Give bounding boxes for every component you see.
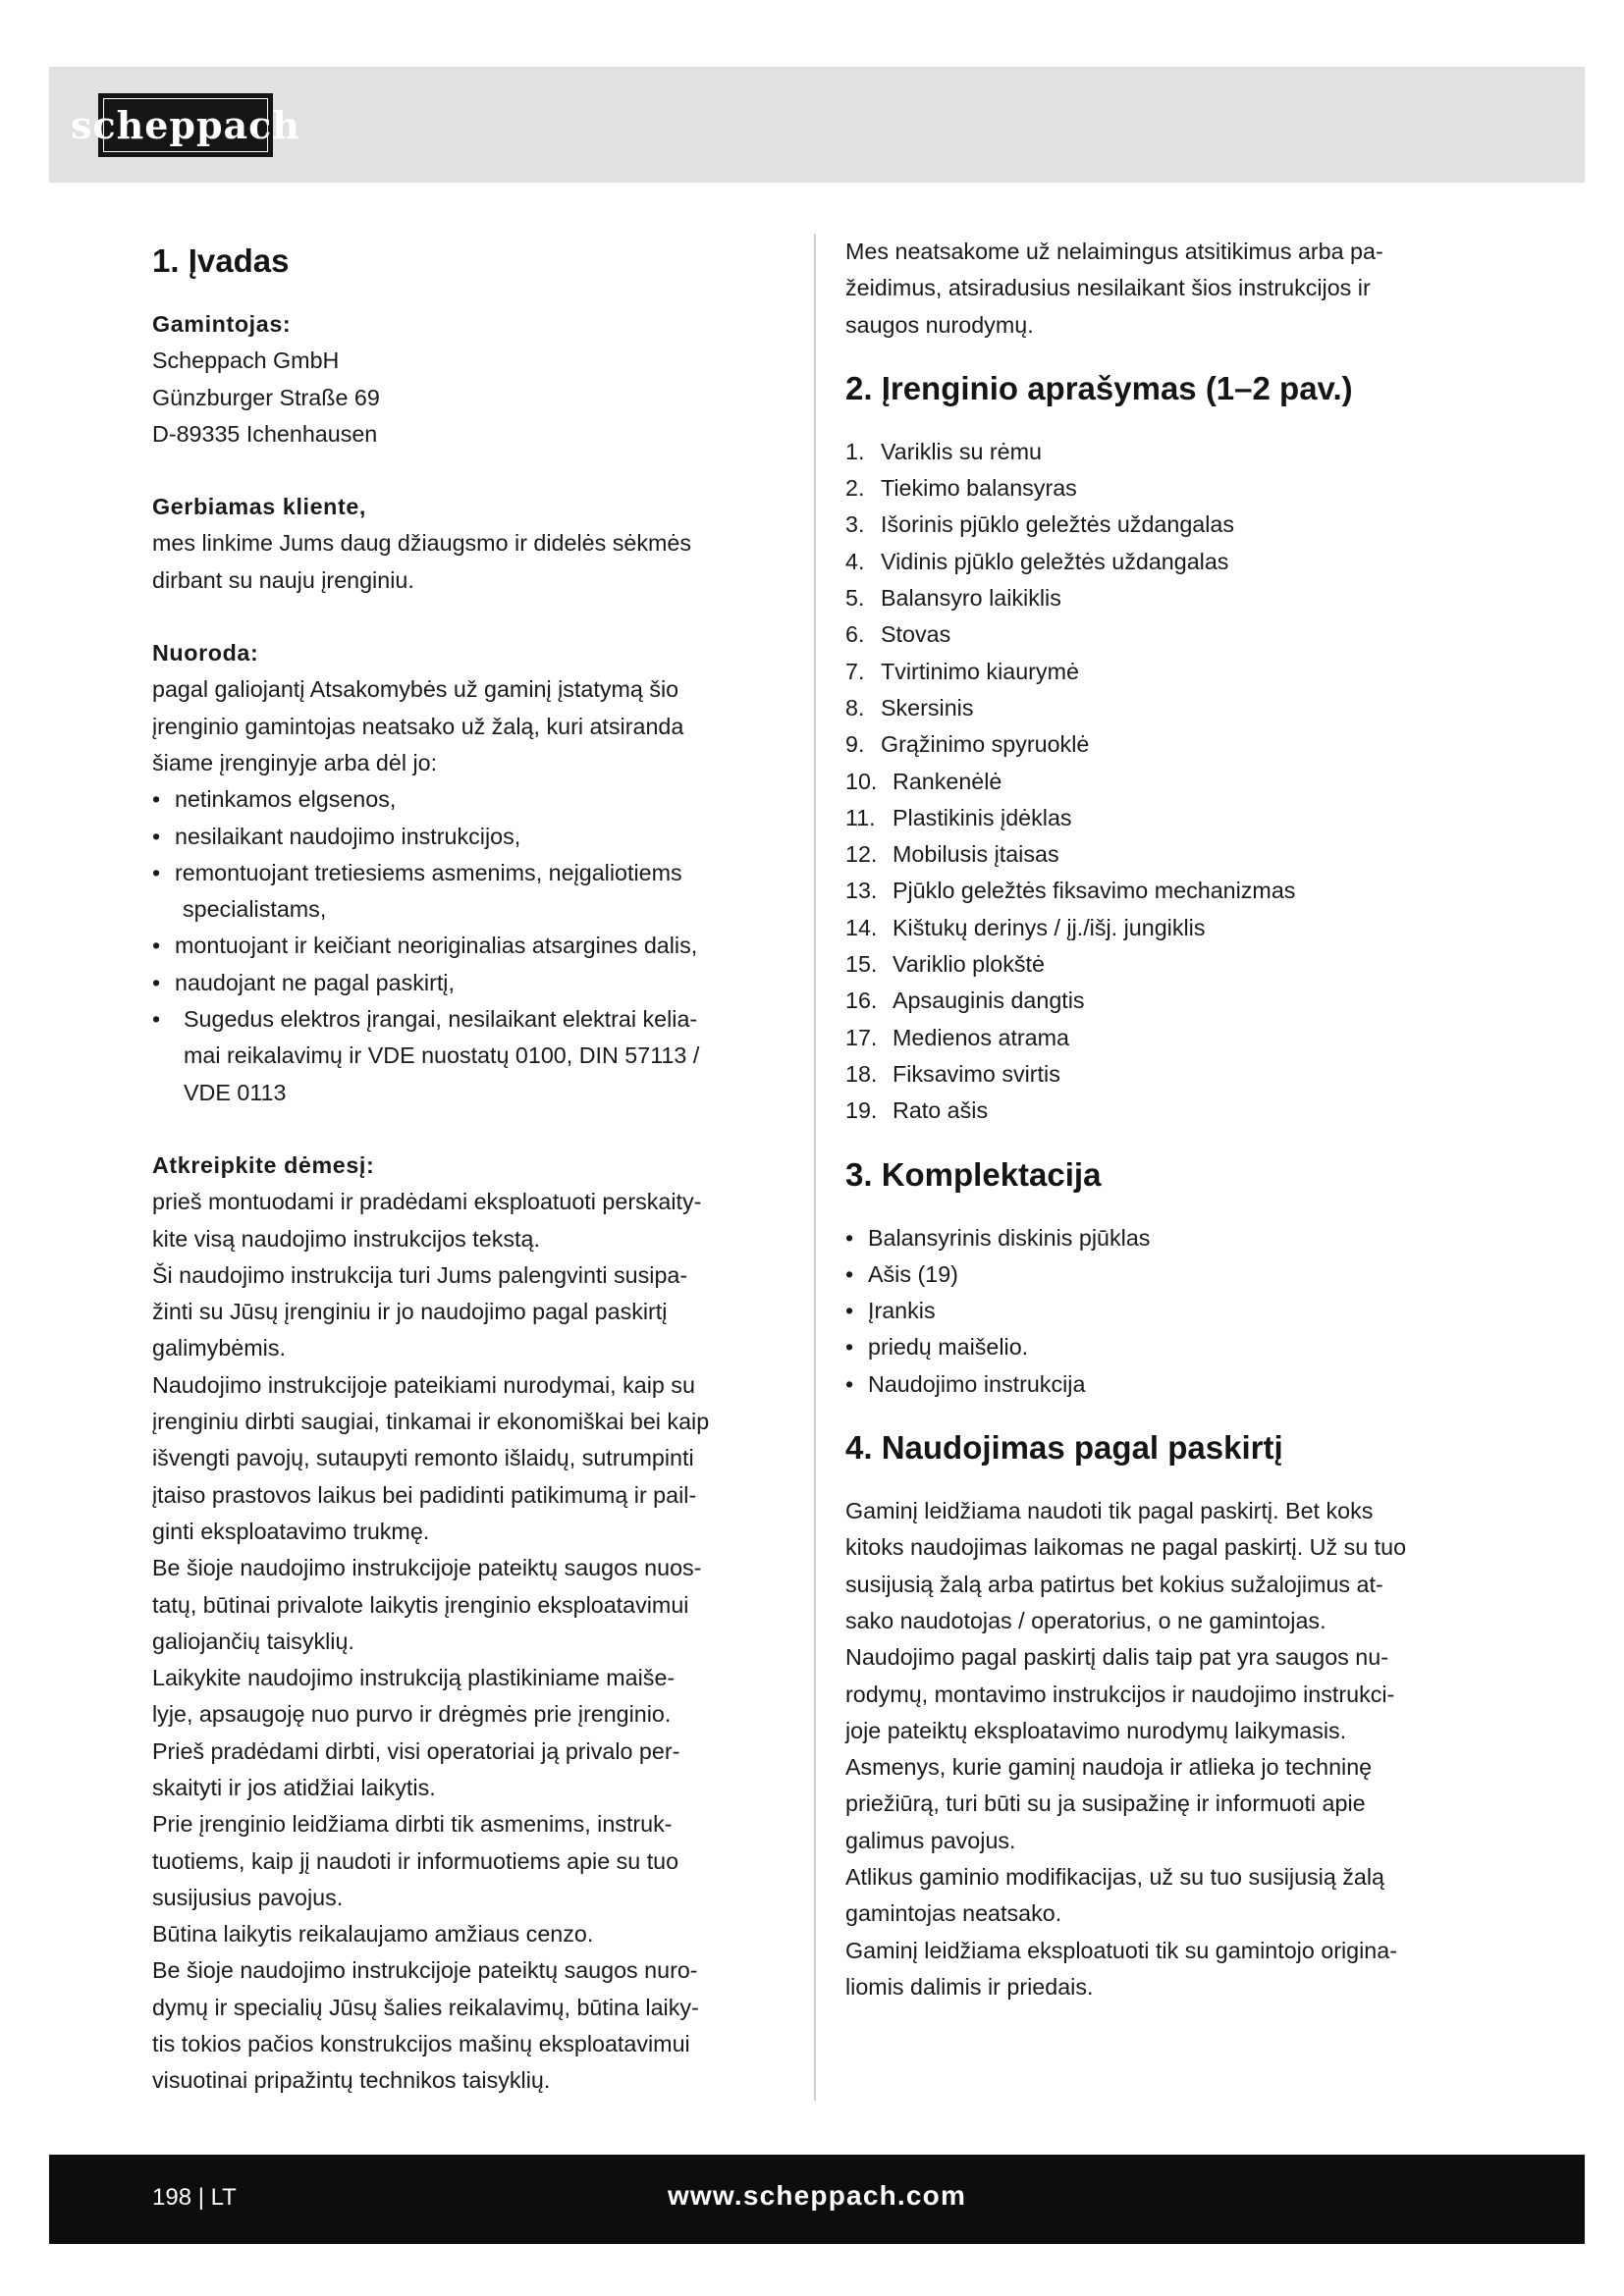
section-heading-intro: 1. Įvadas <box>152 242 290 279</box>
text-line: Naudojimo pagal paskirtį dalis taip pat yra saugos nu- <box>845 1644 1388 1671</box>
text-line: priežiūrą, turi būti su ja susipažinę ir informuoti apie <box>845 1790 1366 1817</box>
text-line: pagal galiojantį Atsakomybės už gaminį įstatymą šio <box>152 676 679 703</box>
text-line: liomis dalimis ir priedais. <box>845 1973 1094 2000</box>
section-heading-description: 2. Įrenginio aprašymas (1–2 pav.) <box>845 369 1353 406</box>
list-item: 15. Variklio plokštė <box>845 951 1045 978</box>
text-line: kitoks naudojimas laikomas ne pagal paskirtį. Už su tuo <box>845 1534 1407 1561</box>
text-line: lyje, apsaugoję nuo purvo ir drėgmės prie įrenginio. <box>152 1701 672 1728</box>
text-line: įrenginiu dirbti saugiai, tinkamai ir ekonomiškai bei kaip <box>152 1409 710 1435</box>
list-item: • naudojant ne pagal paskirtį, <box>152 965 785 1001</box>
text-line: gamintojas neatsako. <box>845 1900 1062 1927</box>
left-column <box>152 234 785 2100</box>
list-item: 4. Vidinis pjūklo geležtės uždangalas <box>845 548 1229 574</box>
text-line: Be šioje naudojimo instrukcijoje pateiktų saugos nuro- <box>152 1957 698 1984</box>
kit-list <box>845 1220 1489 1403</box>
right-column <box>845 234 1489 2005</box>
address-line: Günzburger Straße 69 <box>152 384 380 410</box>
liability-exclusions-list <box>152 781 785 1111</box>
list-item: • netinkamos elgsenos, <box>152 781 785 818</box>
column-divider <box>814 234 816 2101</box>
manufacturer-address <box>152 343 785 453</box>
text-line: Mes neatsakome už nelaimingus atsitikimus arba pa- <box>845 239 1383 264</box>
text-line: susijusią žalą arba patirtus bet kokius sužalojimus at- <box>845 1571 1383 1597</box>
text-line: tatų, būtinai privalote laikytis įrenginio eksploatavimui <box>152 1591 689 1618</box>
text-line: Laikykite naudojimo instrukciją plastikiniame maiše- <box>152 1665 676 1691</box>
text-line: prieš montuodami ir pradėdami eksploatuoti perskaity- <box>152 1189 702 1215</box>
text-line: mes linkime Jums daug džiaugsmo ir didelės sėkmės <box>152 530 691 557</box>
text-line: visuotinai pripažintų technikos taisyklių. <box>152 2067 551 2094</box>
text-line: galiojančių taisyklių. <box>152 1628 354 1654</box>
text-line: šiame įrenginyje arba dėl jo: <box>152 749 438 775</box>
list-item: 7. Tvirtinimo kiaurymė <box>845 658 1079 684</box>
list-item: • Balansyrinis diskinis pjūklas <box>845 1220 1489 1256</box>
page-header <box>49 67 1585 183</box>
text-line: Ši naudojimo instrukcija turi Jums palengvinti susipa- <box>152 1261 688 1288</box>
text-line: Atlikus gaminio modifikacijas, už su tuo susijusią žalą <box>845 1863 1385 1890</box>
list-item: 16. Apsauginis dangtis <box>845 988 1085 1014</box>
list-item: • priedų maišelio. <box>845 1329 1489 1365</box>
list-item: 10. Rankenėlė <box>845 768 1002 794</box>
text-line: rodymų, montavimo instrukcijos ir naudojimo instrukci- <box>845 1681 1395 1707</box>
text-line: Būtina laikytis reikalaujamo amžiaus cenzo. <box>152 1921 594 1948</box>
section-heading-contents: 3. Komplektacija <box>845 1155 1102 1193</box>
list-item: 3. Išorinis pjūklo geležtės uždangalas <box>845 511 1235 538</box>
address-line: Scheppach GmbH <box>152 347 340 374</box>
text-line: tuotiems, kaip jį naudoti ir informuotiems apie su tuo <box>152 1847 679 1874</box>
list-item: 1. Variklis su rėmu <box>845 438 1042 464</box>
greeting-label: Gerbiamas kliente, <box>152 494 366 520</box>
parts-list <box>845 434 1489 1130</box>
list-item: 5. Balansyro laikiklis <box>845 585 1061 612</box>
list-item: • montuojant ir keičiant neoriginalias atsargines dalis, <box>152 928 785 964</box>
text-line: galimybėmis. <box>152 1335 286 1362</box>
list-item: • nesilaikant naudojimo instrukcijos, <box>152 819 785 855</box>
list-item: 19. Rato ašis <box>845 1097 989 1124</box>
text-line: skaityti ir jos atidžiai laikytis. <box>152 1774 436 1800</box>
text-line: įrenginio gamintojas neatsako už žalą, kuri atsiranda <box>152 713 684 739</box>
text-line: Be šioje naudojimo instrukcijoje pateiktų saugos nuos- <box>152 1555 702 1581</box>
list-item: • Sugedus elektros įrangai, nesilaikant elektrai kelia- mai reikalavimų ir VDE nuostatų 0100, DIN 57113 / VDE 0113 <box>152 1001 785 1111</box>
text-line: kite visą naudojimo instrukcijos tekstą. <box>152 1225 540 1252</box>
text-line: išvengti pavojų, sutaupyti remonto išlaidų, sutrumpinti <box>152 1445 694 1471</box>
list-item: 8. Skersinis <box>845 694 974 721</box>
list-item: 6. Stovas <box>845 621 951 648</box>
address-line: D-89335 Ichenhausen <box>152 420 378 447</box>
text-line: Gaminį leidžiama naudoti tik pagal paskirtį. Bet koks <box>845 1498 1374 1524</box>
list-item: 12. Mobilusis įtaisas <box>845 841 1059 868</box>
text-line: dirbant su nauju įrenginiu. <box>152 566 414 593</box>
scheppach-logo: scheppach <box>98 93 273 157</box>
list-item: 14. Kištukų derinys / įj./išj. jungiklis <box>845 914 1206 940</box>
text-line: tis tokios pačios konstrukcijos mašinų eksploatavimui <box>152 2031 690 2057</box>
list-item: 11. Plastikinis įdėklas <box>845 804 1072 830</box>
text-line: saugos nurodymų. <box>845 311 1034 338</box>
text-line: sako naudotojas / operatorius, o ne gamintojas. <box>845 1607 1326 1633</box>
list-item: • remontuojant tretiesiems asmenims, neįgaliotiems specialistams, <box>152 855 785 929</box>
list-item: • Įrankis <box>845 1293 1489 1329</box>
text-line: Gaminį leidžiama eksploatuoti tik su gamintojo origina- <box>845 1937 1397 1963</box>
text-line: ginti eksploatavimo trukmę. <box>152 1518 430 1544</box>
text-line: joje pateiktų eksploatavimo nurodymų laikymasis. <box>845 1717 1347 1743</box>
attention-label: Atkreipkite dėmesį: <box>152 1151 375 1178</box>
intended-use-text <box>845 1493 1489 2005</box>
text-line: Prieš pradėdami dirbti, visi operatoriai ją privalo per- <box>152 1737 680 1764</box>
list-item: 18. Fiksavimo svirtis <box>845 1060 1060 1087</box>
list-item: • Ašis (19) <box>845 1256 1489 1293</box>
attention-text <box>152 1184 785 2099</box>
page-number: 198 | LT <box>152 2184 237 2211</box>
manufacturer-label: Gamintojas: <box>152 311 292 337</box>
list-item: 9. Grąžinimo spyruoklė <box>845 731 1090 758</box>
text-line: įtaiso prastovos laikus bei padidinti patikimumą ir pail- <box>152 1481 697 1508</box>
page-footer <box>49 2155 1585 2244</box>
text-line: Prie įrenginio leidžiama dirbti tik asmenims, instruk- <box>152 1811 673 1838</box>
list-item: 2. Tiekimo balansyras <box>845 475 1077 502</box>
list-item: 17. Medienos atrama <box>845 1024 1069 1050</box>
list-item: 13. Pjūklo geležtės fiksavimo mechanizmas <box>845 878 1296 904</box>
website-link[interactable]: www.scheppach.com <box>667 2180 967 2211</box>
text-line: Asmenys, kurie gaminį naudoja ir atlieka jo techninę <box>845 1754 1373 1781</box>
section-heading-intended-use: 4. Naudojimas pagal paskirtį <box>845 1429 1283 1467</box>
text-line: dymų ir specialių Jūsų šalies reikalavimų, būtina laiky- <box>152 1994 699 2020</box>
text-line: žeidimus, atsiradusius nesilaikant šios instrukcijos ir <box>845 275 1371 301</box>
text-line: galimus pavojus. <box>845 1827 1016 1853</box>
note-label: Nuoroda: <box>152 640 259 667</box>
list-item: • Naudojimo instrukcija <box>845 1366 1489 1403</box>
text-line: žinti su Jūsų įrenginiu ir jo naudojimo pagal paskirtį <box>152 1299 668 1325</box>
text-line: Naudojimo instrukcijoje pateikiami nurodymai, kaip su <box>152 1371 695 1398</box>
text-line: susijusius pavojus. <box>152 1884 344 1910</box>
